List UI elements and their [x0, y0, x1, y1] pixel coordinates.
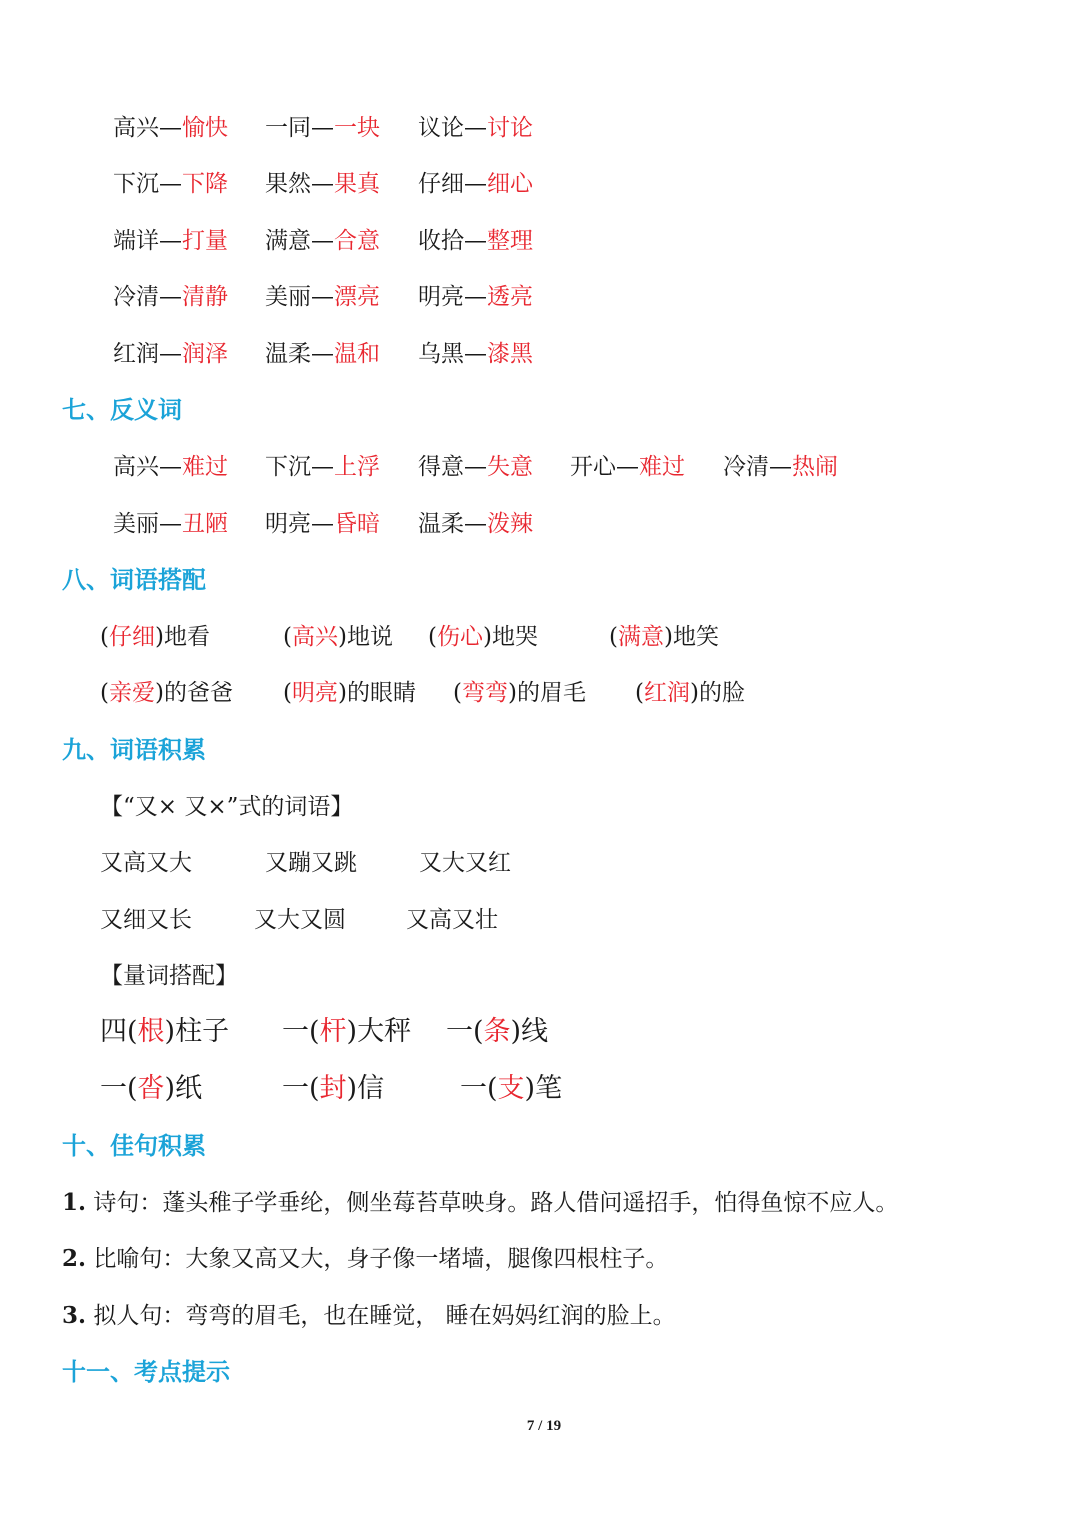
word-pair: 果然—果真 [265, 171, 380, 197]
word-pair: 仔细—细心 [418, 171, 533, 197]
collocation: (红润)的脸 [635, 680, 745, 706]
section-heading-exam-tips: 十一、考点提示 [62, 1358, 230, 1386]
word-pair: 明亮—透亮 [418, 284, 533, 310]
sentence-number: 1. [62, 1189, 87, 1216]
word-pair: 一同—一块 [265, 115, 380, 141]
sentence-number: 2. [62, 1245, 87, 1272]
measure-phrase: 一(支)笔 [460, 1073, 563, 1104]
section-heading-collocations: 八、词语搭配 [62, 566, 206, 594]
collocation: (弯弯)的眉毛 [453, 680, 586, 706]
pattern-word: 又细又长 [100, 907, 192, 933]
page-number: 7 / 19 [526, 1418, 562, 1434]
pattern-word: 又高又壮 [406, 907, 498, 933]
sentence-item [62, 1301, 676, 1331]
pattern-word: 又蹦又跳 [265, 850, 357, 876]
collocation: (满意)地笑 [609, 624, 719, 650]
subsection-title: 【“又× 又×”式的词语】 [100, 794, 354, 820]
collocation: (明亮)的眼睛 [283, 680, 416, 706]
pattern-word: 又大又圆 [254, 907, 346, 933]
word-pair: 冷清—清静 [113, 284, 228, 310]
collocation: (亲爱)的爸爸 [100, 680, 233, 706]
word-pair: 收拾—整理 [418, 228, 533, 254]
word-pair: 开心—难过 [570, 454, 685, 480]
word-pair: 美丽—丑陋 [113, 511, 228, 537]
section-heading-sentences: 十、佳句积累 [62, 1132, 206, 1160]
sentence-item [62, 1244, 668, 1274]
measure-phrase: 一(沓)纸 [100, 1073, 203, 1104]
section-heading-antonyms: 七、反义词 [62, 396, 182, 424]
pattern-word: 又大又红 [419, 850, 511, 876]
measure-phrase: 一(封)信 [282, 1073, 385, 1104]
word-pair: 美丽—漂亮 [265, 284, 380, 310]
word-pair: 温柔—温和 [265, 341, 380, 367]
collocation: (伤心)地哭 [428, 624, 538, 650]
section-heading-accumulation: 九、词语积累 [62, 736, 206, 764]
word-pair: 得意—失意 [418, 454, 533, 480]
sentence-number: 3. [62, 1302, 87, 1329]
collocation: (高兴)地说 [283, 624, 393, 650]
subsection-title: 【量词搭配】 [100, 963, 238, 989]
word-pair: 下沉—下降 [113, 171, 228, 197]
measure-phrase: 一(条)线 [446, 1016, 549, 1047]
word-pair: 冷清—热闹 [723, 454, 838, 480]
sentence-text: 诗句：蓬头稚子学垂纶，侧坐莓苔草映身。路人借问遥招手，怕得鱼惊不应人。 [93, 1190, 899, 1216]
word-pair: 端详—打量 [113, 228, 228, 254]
word-pair: 温柔—泼辣 [418, 511, 533, 537]
word-pair: 明亮—昏暗 [265, 511, 380, 537]
measure-phrase: 四(根)柱子 [100, 1016, 230, 1047]
word-pair: 议论—讨论 [418, 115, 533, 141]
pattern-word: 又高又大 [100, 850, 192, 876]
measure-phrase: 一(杆)大秤 [282, 1016, 412, 1047]
word-pair: 高兴—愉快 [113, 115, 228, 141]
collocation: (仔细)地看 [100, 624, 210, 650]
word-pair: 下沉—上浮 [265, 454, 380, 480]
word-pair: 高兴—难过 [113, 454, 228, 480]
sentence-text: 拟人句：弯弯的眉毛，也在睡觉， 睡在妈妈红润的脸上。 [93, 1303, 676, 1329]
sentence-item [62, 1188, 898, 1218]
sentence-text: 比喻句：大象又高又大，身子像一堵墙，腿像四根柱子。 [93, 1246, 669, 1272]
word-pair: 红润—润泽 [113, 341, 228, 367]
word-pair: 满意—合意 [265, 228, 380, 254]
word-pair: 乌黑—漆黑 [418, 341, 533, 367]
